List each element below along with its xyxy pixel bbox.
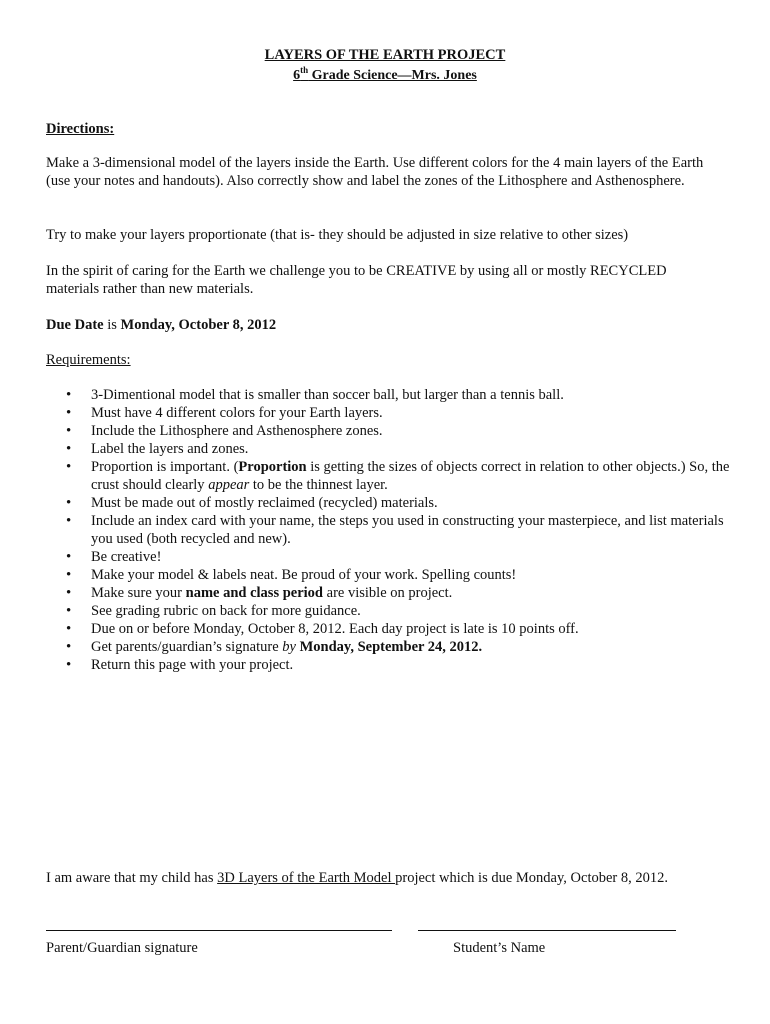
list-item: • Return this page with your project.	[46, 656, 736, 674]
directions-paragraph-1: Make a 3-dimensional model of the layers inside the Earth. Use different colors for the 4 main layers of the Earth (use your notes and handouts). Also correctly show and label the zones of the Lithosphere and Asthenosphere.	[46, 155, 704, 189]
requirements-list	[46, 386, 736, 674]
directions-heading: Directions:	[46, 121, 115, 137]
list-item: • 3-Dimentional model that is smaller than soccer ball, but larger than a tennis ball.	[46, 386, 736, 404]
grade-superscript: th	[300, 65, 309, 75]
grade-number: 6	[293, 68, 301, 83]
page-subtitle	[0, 65, 770, 84]
project-name: 3D Layers of the Earth Model	[217, 870, 396, 886]
due-date-value: Monday, October 8, 2012	[120, 317, 277, 333]
list-item: • See grading rubric on back for more guidance.	[46, 602, 736, 620]
list-item-signature-deadline: • Get parents/guardian’s signature by Monday, September 24, 2012.	[46, 638, 736, 656]
due-date-label: Due Date	[46, 317, 104, 333]
list-item-proportion: • Proportion is important. (Proportion is getting the sizes of objects correct in relation to other objects.) So, the crust should clearly appear to be the thinnest layer.	[46, 458, 736, 494]
requirements-heading: Requirements:	[46, 352, 131, 368]
list-item: • Must have 4 different colors for your Earth layers.	[46, 404, 736, 422]
page-title: LAYERS OF THE EARTH PROJECT	[264, 47, 506, 63]
due-date-line	[46, 316, 716, 334]
due-date-connector: is	[103, 317, 121, 333]
student-name-label: Student’s Name	[453, 940, 546, 956]
parent-signature-line[interactable]	[46, 930, 392, 931]
list-item: • Include an index card with your name, the steps you used in constructing your masterpiece, and list materials you used (both recycled and new).	[46, 512, 736, 548]
list-item: • Be creative!	[46, 548, 736, 566]
list-item: • Make your model & labels neat. Be proud of your work. Spelling counts!	[46, 566, 736, 584]
student-name-line[interactable]	[418, 930, 676, 931]
list-item: • Due on or before Monday, October 8, 2012. Each day project is late is 10 points off.	[46, 620, 736, 638]
list-item: • Label the layers and zones.	[46, 440, 736, 458]
directions-paragraph-2: Try to make your layers proportionate (that is- they should be adjusted in size relative to other sizes)	[46, 227, 629, 243]
directions-paragraph-3: In the spirit of caring for the Earth we challenge you to be CREATIVE by using all or mostly RECYCLED materials rather than new materials.	[46, 263, 667, 297]
list-item: • Include the Lithosphere and Asthenosphere zones.	[46, 422, 736, 440]
acknowledgement-statement: I am aware that my child has 3D Layers of the Earth Model project which is due Monday, October 8, 2012.	[46, 870, 668, 886]
subtitle-text: Grade Science—Mrs. Jones	[308, 68, 477, 83]
list-item: • Must be made out of mostly reclaimed (recycled) materials.	[46, 494, 736, 512]
list-item-name-period: • Make sure your name and class period are visible on project.	[46, 584, 736, 602]
parent-signature-label: Parent/Guardian signature	[46, 940, 198, 956]
